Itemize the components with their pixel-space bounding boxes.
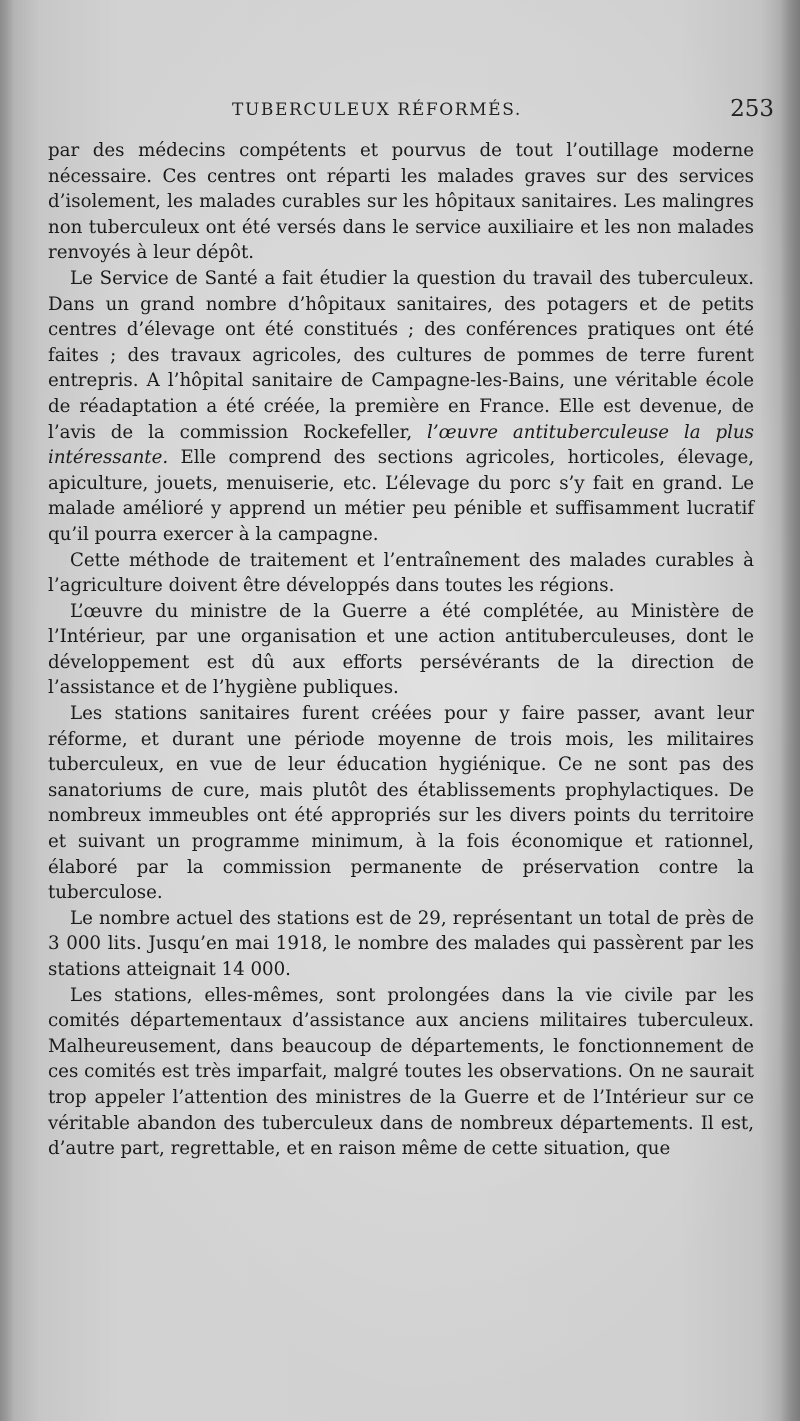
paragraph-oeuvre-ministre: L’œuvre du ministre de la Guerre a été complétée, au Ministère de l’Intérieur, par une organisation et une action antituberculeuses, dont le développement est dû aux efforts persévérants de la direction de l’assistance et de l’hygiène publiques. — [48, 600, 754, 699]
paragraph-continued: par des médecins compétents et pourvus de tout l’outillage moderne nécessaire. Ces centres ont réparti les malades graves sur des services d’isolement, les malades curables sur les hôpitaux sanitaires. Les malingres non tuberculeux ont été versés dans le service auxiliaire et les non malades renvoyés à leur dépôt. — [48, 140, 754, 264]
body-text — [48, 138, 754, 1162]
paragraph-stations-sanitaires: Les stations sanitaires furent créées pour y faire passer, avant leur réforme, et durant une période moyenne de trois mois, les militaires tuberculeux, en vue de leur éducation hygiénique. Ce ne sont pas des sanatoriums de cure, mais plutôt des établissements prophylactiques. De nombreux immeubles ont été appropriés sur les divers points du territoire et suivant un programme minimum, à la fois économique et rationnel, élaboré par la commission permanente de préservation contre la tuberculose. — [48, 703, 754, 904]
page-edge-shadow-left — [0, 0, 14, 1421]
page-edge-shadow-right — [780, 0, 800, 1421]
paragraph-methode: Cette méthode de traitement et l’entraînement des malades curables à l’agriculture doivent être développés dans toutes les régions. — [48, 549, 754, 597]
paragraph-text: Le Service de Santé a fait étudier la question du travail des tuberculeux. Dans un grand nombre d’hôpitaux sanitaires, des potagers et de petits centres d’élevage ont été constitués ; des conférences pratiques ont été faites ; des travaux agricoles, des cultures de pommes de terre furent entrepris. A l’hôpital sanitaire de Campagne-les-Bains, une véritable école de réadaptation a été créée, la première en France. Elle est devenue, de l’avis de la commission Rockefeller, — [48, 267, 754, 443]
running-title: TUBERCULEUX RÉFORMÉS. — [232, 100, 522, 120]
italic-quote: l’œuvre antituberculeuse la plus intéressante. — [48, 421, 754, 469]
page-number: 253 — [730, 96, 774, 122]
paragraph-nombre-stations: Le nombre actuel des stations est de 29, représentant un total de près de 3 000 lits. Jusqu’en mai 1918, le nombre des malades qui passèrent par les stations atteignait 14 000. — [48, 907, 754, 980]
paragraph-text: Elle comprend des sections agricoles, horticoles, élevage, apiculture, jouets, menuiserie, etc. L’élevage du porc s’y fait en grand. Le malade amélioré y apprend un métier peu pénible et suffisamment lucratif qu’il pourra exercer à la campagne. — [48, 447, 754, 545]
paragraph-service-de-sante — [48, 266, 754, 548]
paragraph-comites: Les stations, elles-mêmes, sont prolongées dans la vie civile par les comités départementaux d’assistance aux anciens militaires tuberculeux. Malheureusement, dans beaucoup de départements, le fonctionnement de ces comités est très imparfait, malgré toutes les observations. On ne saurait trop appeler l’attention des ministres de la Guerre et de l’Intérieur sur ce véritable abandon des tuberculeux dans de nombreux départements. Il est, d’autre part, regrettable, et en raison même de cette situation, que — [48, 984, 754, 1160]
running-head — [48, 96, 778, 130]
